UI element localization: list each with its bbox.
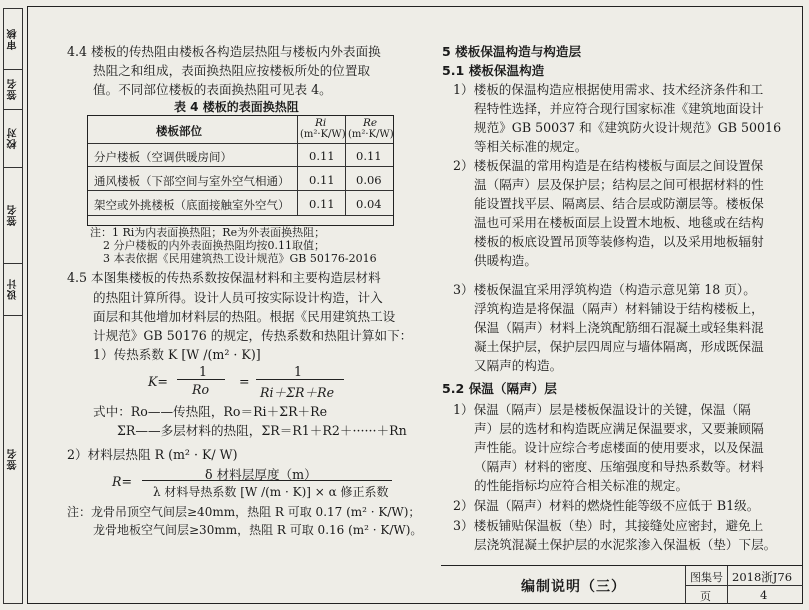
para-4-5-line2: 的热阻计算所得。设计人员可按实际设计构造，计入 [93,290,383,305]
table-title: 表 4 楼板的表面换热阻 [174,100,299,114]
strip-cell-sign-1: 签名 [4,69,22,110]
strip-cell-check: 校对 [4,109,22,168]
atlas-number: 2018浙J76 [732,570,793,584]
para-5-1-2-line5: 楼板的板底设置吊顶等装修构造，以及采用地板辐射 [474,234,764,249]
table-note-3: 3 本表依据《民用建筑热工设计规范》GB 50176-2016 [103,252,377,265]
para-5-1-1-line4: 等相关标准的规定。 [474,139,588,154]
table-header-location: 楼板部位 [156,124,202,138]
formula-1-den2: Ri＋ΣR＋Re [260,385,335,400]
strip-cell-sign-3: 签名 [7,448,19,470]
para-5-1-3-line1: 3）楼板保温宜采用浮筑构造（构造示意见第 18 页）。 [453,282,756,297]
para-5-1-3-line3: 保温（隔声）材料上浇筑配筋细石混凝土或轻集料混 [474,320,764,335]
table-header-ri-unit: (m²·K/W) [300,129,346,140]
strip-cell-review: 审核 [4,9,22,70]
table-row-3-re: 0.04 [356,197,382,211]
para-4-4-line3: 值。不同部位楼板的表面换热阻可见表 4。 [93,82,332,97]
formula-note-1: 注：龙骨吊顶空气间层≥40mm，热阻 R 可取 0.17 (m² · K/W)； [67,505,421,519]
table-row-1-location: 分户楼板（空调供暖房间） [94,150,232,164]
strip-cell-sign-2: 签名 [4,167,22,264]
para-5-1-3-line4: 凝土保护层，保护层四周应与墙体隔离，形成既保温 [474,339,764,354]
para-5-2-3-line1: 3）楼板铺贴保温板（垫）时，其接缝处应密封，避免上 [453,518,764,533]
para-4-4-line1: 4.4 楼板的传热阻由楼板各构造层热阻与楼板内外表面换 [67,44,381,59]
formula-2-num: δ 材料层厚度（m） [205,467,317,482]
para-5-2-3-line2: 层浇筑混凝土保护层的水泥浆渗入保温板（垫）下层。 [474,537,777,552]
para-5-2-1-line4: （隔声）材料的密度、压缩强度和导热系数等。材料 [474,459,764,474]
formula-2-den: λ 材料导热系数 [W /(m · K)] × α 修正系数 [153,485,389,499]
formula-1-den1: Ro [192,382,210,397]
para-4-4-line2: 热阻之和组成，表面换热阻应按楼板所处的位置取 [93,63,371,78]
table-row-1-re: 0.11 [356,149,382,163]
para-5-1-2-line4: 温也可采用在楼板面层上设置木地板、地毯或在结构 [474,215,764,230]
sheet-title: 编制说明（三） [521,579,626,595]
formula-2-label: 2）材料层热阻 R (m² · K/ W) [67,447,238,462]
table-header-re-unit: (m²·K/W) [348,129,394,140]
para-5-1-2-line1: 2）楼板保温的常用构造是在结构楼板与面层之间设置保 [453,158,764,173]
formula-1-num2: 1 [294,364,303,379]
table-header-re: Re [363,117,378,129]
formula-1-label: 1）传热系数 K [W /(m² · K)] [93,347,261,362]
table-header-ri: Ri [315,117,327,129]
table-note-1: 注：1 Ri为内表面换热阻；Re为外表面换热阻； [90,226,326,239]
table-note-2: 2 分户楼板的内外表面换热阻均按0.11取值； [103,239,325,252]
strip-cell-design: 设计 [4,263,22,316]
para-5-2-1-line1: 1）保温（隔声）层是楼板保温设计的关键，保温（隔 [453,402,751,417]
atlas-number-label: 图集号 [690,571,723,584]
formula-1-num1: 1 [199,364,208,379]
para-5-1-3-line5: 又隔声的构造。 [474,358,563,373]
para-5-1-2-line6: 供暖构造。 [474,253,537,268]
table-row-3-ri: 0.11 [309,197,335,211]
table-row-2-location: 通风楼板（下部空间与室外空气相通） [94,174,290,188]
surface-resistance-table [87,115,394,226]
para-5-1-1-line3: 规范》GB 50037 和《建筑防火设计规范》GB 50016 [474,120,782,135]
para-5-2-1-line5: 的性能指标均应符合相关标准的规定。 [474,478,689,493]
para-4-5-line1: 4.5 本图集楼板的传热系数按保温材料和主要构造层材料 [67,270,381,285]
section-5-1-title: 5.1 楼板保温构造 [442,63,545,78]
formula-2-lhs: R= [112,474,133,489]
para-4-5-line3: 面层和其他增加材料层的热阻。根据《民用建筑热工设 [93,309,396,324]
table-row-1-ri: 0.11 [309,149,335,163]
formula-note-2: 龙骨地板空气间层≥30mm，热阻 R 可取 0.16 (m² · K/W)。 [93,523,423,537]
section-5-2-title: 5.2 保温（隔声）层 [442,381,557,396]
para-5-2-1-line3: 声性能。设计应综合考虑楼面的使用要求，以及保温 [474,440,764,455]
para-5-2-1-line2: 声）层的选材和构造既应满足保温要求，又要兼顾隔 [474,421,764,436]
formula-1-where-ro: 式中：Ro——传热阻，Ro＝Ri＋ΣR＋Re [93,404,328,419]
signature-strip [3,8,23,604]
table-row-3-location: 架空或外挑楼板（底面接触室外空气） [94,198,290,212]
formula-1-eq: = [239,374,250,389]
formula-1-lhs: K= [148,374,168,389]
para-4-5-line4: 计规范》GB 50176 的规定，传热系数和热阻计算如下： [93,328,413,343]
para-5-2-2: 2）保温（隔声）材料的燃烧性能等级不应低于 B1级。 [453,498,760,513]
para-5-1-2-line2: 温（隔声）层及保护层；结构层之间可根据材料的性 [474,177,764,192]
page-number: 4 [760,588,768,602]
section-5-title: 5 楼板保温构造与构造层 [442,44,582,59]
para-5-1-1-line2: 程特性选择，并应符合现行国家标准《建筑地面设计 [474,101,764,116]
para-5-1-2-line3: 能设置找平层、隔离层、结合层或防潮层等。楼板保 [474,196,764,211]
formula-1-where-sum: ΣR——多层材料的热阻，ΣR＝R1＋R2＋······＋Rn [117,423,407,438]
para-5-1-1-line1: 1）楼板的保温构造应根据使用需求、技术经济条件和工 [453,82,764,97]
table-row-2-ri: 0.11 [309,173,335,187]
page-label: 页 [700,590,711,603]
title-block [441,565,803,605]
table-row-2-re: 0.06 [356,173,382,187]
para-5-1-3-line2: 浮筑构造是将保温（隔声）材料铺设于结构楼板上， [474,301,764,316]
